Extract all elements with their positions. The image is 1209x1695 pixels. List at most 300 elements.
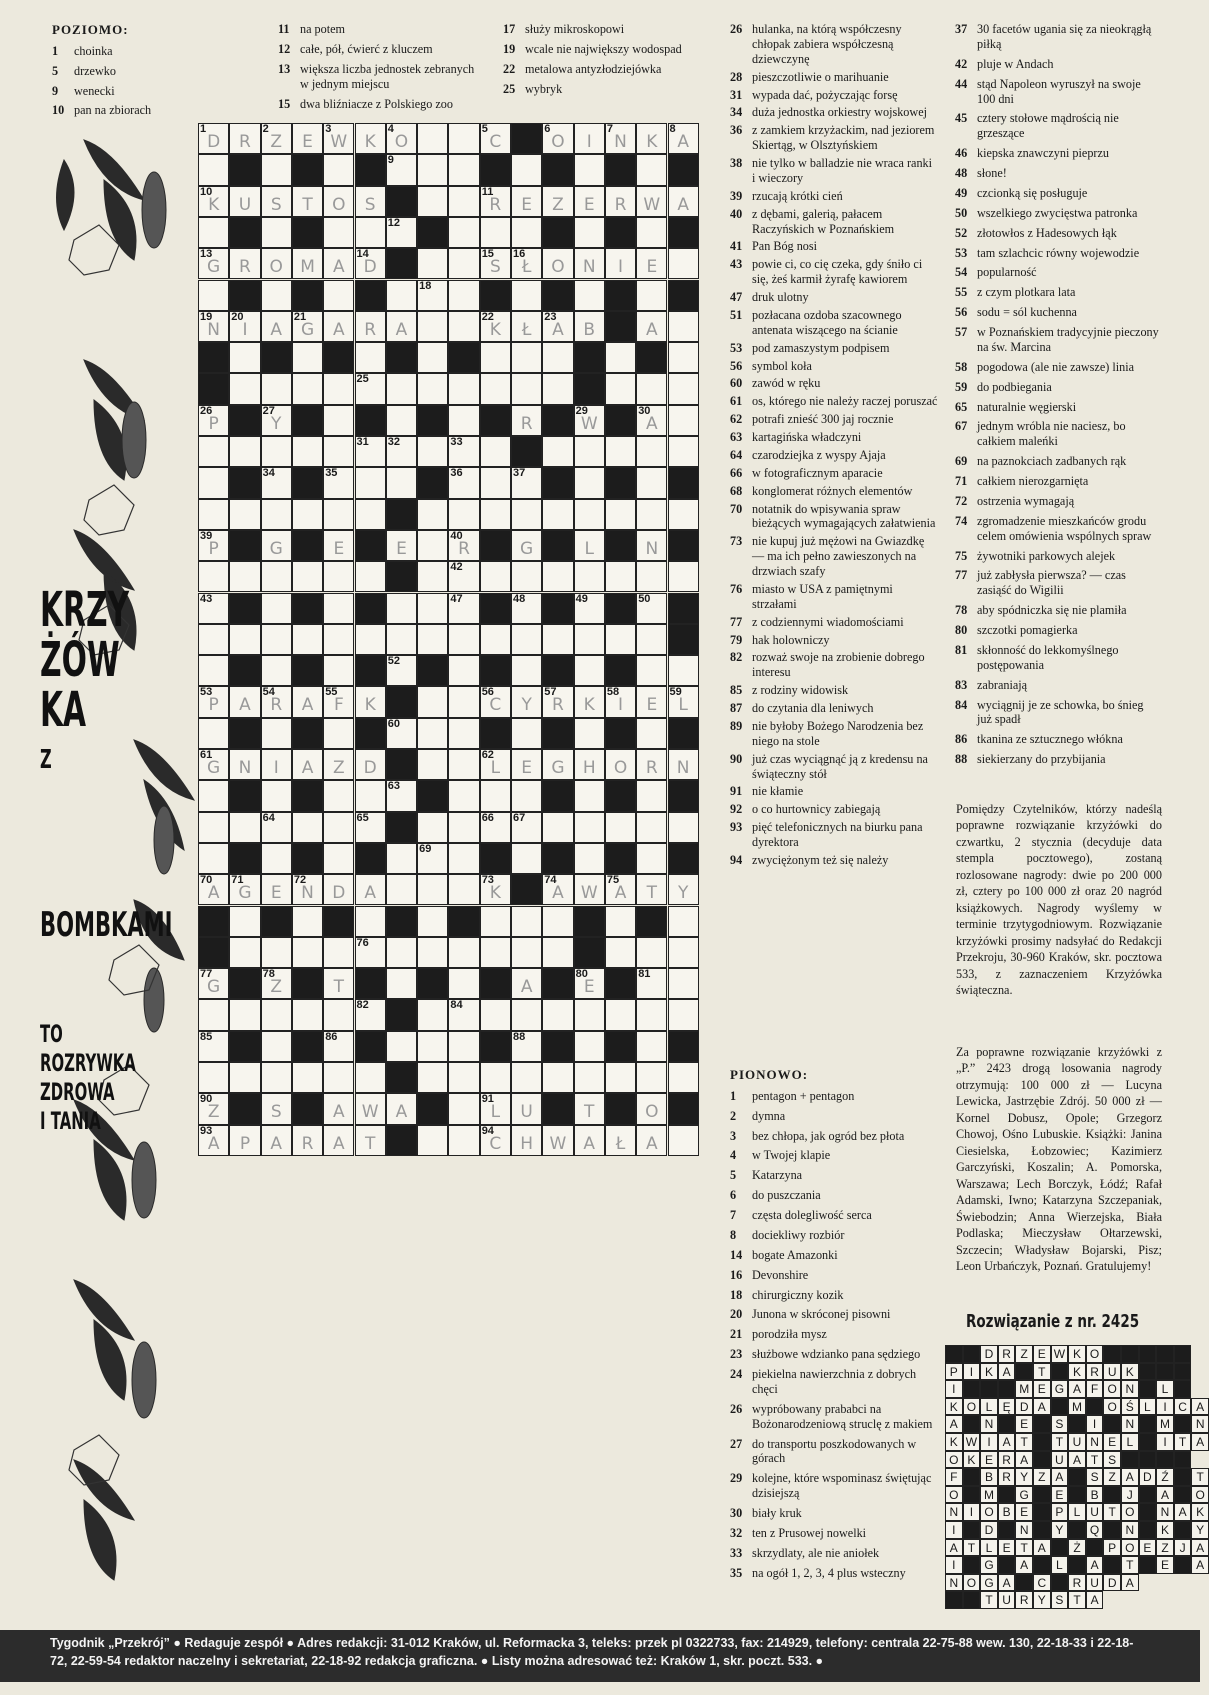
grid-cell[interactable] — [636, 1093, 667, 1124]
grid-cell[interactable] — [355, 812, 386, 843]
grid-cell[interactable] — [261, 686, 292, 717]
grid-cell[interactable] — [636, 999, 667, 1030]
grid-cell[interactable] — [668, 655, 699, 686]
grid-cell[interactable] — [636, 780, 667, 811]
grid-cell[interactable] — [605, 749, 636, 780]
grid-cell[interactable] — [292, 123, 323, 154]
grid-cell[interactable] — [323, 154, 354, 185]
grid-cell[interactable] — [355, 123, 386, 154]
grid-cell[interactable] — [323, 280, 354, 311]
grid-cell[interactable] — [542, 373, 573, 404]
grid-cell[interactable] — [386, 968, 417, 999]
grid-cell[interactable] — [417, 843, 448, 874]
grid-cell[interactable] — [198, 436, 229, 467]
grid-cell[interactable] — [323, 561, 354, 592]
grid-cell[interactable] — [448, 937, 479, 968]
grid-cell[interactable] — [448, 1125, 479, 1156]
grid-cell[interactable] — [636, 1062, 667, 1093]
grid-cell[interactable] — [323, 405, 354, 436]
grid-cell[interactable] — [198, 1125, 229, 1156]
grid-cell[interactable] — [574, 217, 605, 248]
grid-cell[interactable] — [386, 780, 417, 811]
grid-cell[interactable] — [480, 436, 511, 467]
grid-cell[interactable] — [355, 436, 386, 467]
grid-cell[interactable] — [417, 186, 448, 217]
grid-cell[interactable] — [261, 843, 292, 874]
grid-cell[interactable] — [417, 1125, 448, 1156]
grid-cell[interactable] — [417, 280, 448, 311]
grid-cell[interactable] — [323, 373, 354, 404]
grid-cell[interactable] — [668, 906, 699, 937]
grid-cell[interactable] — [198, 467, 229, 498]
grid-cell[interactable] — [636, 123, 667, 154]
grid-cell[interactable] — [355, 874, 386, 905]
grid-cell[interactable] — [417, 530, 448, 561]
grid-cell[interactable] — [386, 280, 417, 311]
grid-cell[interactable] — [386, 217, 417, 248]
grid-cell[interactable] — [511, 530, 542, 561]
grid-cell[interactable] — [448, 530, 479, 561]
grid-cell[interactable] — [668, 373, 699, 404]
grid-cell[interactable] — [480, 1125, 511, 1156]
grid-cell[interactable] — [448, 1062, 479, 1093]
grid-cell[interactable] — [511, 1125, 542, 1156]
grid-cell[interactable] — [292, 436, 323, 467]
grid-cell[interactable] — [668, 311, 699, 342]
grid-cell[interactable] — [448, 843, 479, 874]
grid-cell[interactable] — [480, 311, 511, 342]
grid-cell[interactable] — [448, 874, 479, 905]
grid-cell[interactable] — [574, 812, 605, 843]
grid-cell[interactable] — [386, 123, 417, 154]
grid-cell[interactable] — [448, 593, 479, 624]
grid-cell[interactable] — [636, 467, 667, 498]
grid-cell[interactable] — [574, 1093, 605, 1124]
grid-cell[interactable] — [511, 843, 542, 874]
grid-cell[interactable] — [229, 186, 260, 217]
grid-cell[interactable] — [668, 812, 699, 843]
grid-cell[interactable] — [636, 280, 667, 311]
grid-cell[interactable] — [355, 780, 386, 811]
grid-cell[interactable] — [261, 968, 292, 999]
grid-cell[interactable] — [229, 999, 260, 1030]
grid-cell[interactable] — [636, 373, 667, 404]
grid-cell[interactable] — [574, 999, 605, 1030]
grid-cell[interactable] — [355, 373, 386, 404]
grid-cell[interactable] — [261, 311, 292, 342]
grid-cell[interactable] — [292, 373, 323, 404]
grid-cell[interactable] — [605, 123, 636, 154]
grid-cell[interactable] — [229, 1125, 260, 1156]
grid-cell[interactable] — [417, 248, 448, 279]
grid-cell[interactable] — [292, 499, 323, 530]
grid-cell[interactable] — [323, 1093, 354, 1124]
grid-cell[interactable] — [480, 123, 511, 154]
grid-cell[interactable] — [448, 999, 479, 1030]
grid-cell[interactable] — [605, 874, 636, 905]
grid-cell[interactable] — [198, 812, 229, 843]
grid-cell[interactable] — [323, 123, 354, 154]
grid-cell[interactable] — [198, 561, 229, 592]
grid-cell[interactable] — [417, 906, 448, 937]
grid-cell[interactable] — [292, 749, 323, 780]
grid-cell[interactable] — [386, 467, 417, 498]
grid-cell[interactable] — [448, 968, 479, 999]
grid-cell[interactable] — [511, 342, 542, 373]
grid-cell[interactable] — [636, 499, 667, 530]
grid-cell[interactable] — [229, 248, 260, 279]
grid-cell[interactable] — [668, 405, 699, 436]
grid-cell[interactable] — [355, 624, 386, 655]
grid-cell[interactable] — [511, 561, 542, 592]
grid-cell[interactable] — [480, 686, 511, 717]
grid-cell[interactable] — [636, 186, 667, 217]
grid-cell[interactable] — [542, 937, 573, 968]
grid-cell[interactable] — [198, 686, 229, 717]
grid-cell[interactable] — [198, 186, 229, 217]
grid-cell[interactable] — [229, 686, 260, 717]
grid-cell[interactable] — [542, 1062, 573, 1093]
grid-cell[interactable] — [417, 436, 448, 467]
grid-cell[interactable] — [261, 280, 292, 311]
grid-cell[interactable] — [605, 937, 636, 968]
grid-cell[interactable] — [511, 499, 542, 530]
grid-cell[interactable] — [448, 373, 479, 404]
grid-cell[interactable] — [511, 937, 542, 968]
grid-cell[interactable] — [542, 342, 573, 373]
grid-cell[interactable] — [668, 686, 699, 717]
grid-cell[interactable] — [480, 624, 511, 655]
grid-cell[interactable] — [323, 968, 354, 999]
grid-cell[interactable] — [605, 342, 636, 373]
grid-cell[interactable] — [355, 217, 386, 248]
grid-cell[interactable] — [574, 123, 605, 154]
grid-cell[interactable] — [636, 749, 667, 780]
grid-cell[interactable] — [292, 906, 323, 937]
grid-cell[interactable] — [668, 749, 699, 780]
grid-cell[interactable] — [261, 499, 292, 530]
grid-cell[interactable] — [417, 718, 448, 749]
grid-cell[interactable] — [542, 999, 573, 1030]
grid-cell[interactable] — [448, 561, 479, 592]
grid-cell[interactable] — [355, 937, 386, 968]
grid-cell[interactable] — [229, 937, 260, 968]
grid-cell[interactable] — [417, 373, 448, 404]
grid-cell[interactable] — [574, 593, 605, 624]
grid-cell[interactable] — [668, 1125, 699, 1156]
grid-cell[interactable] — [448, 123, 479, 154]
grid-cell[interactable] — [636, 154, 667, 185]
grid-cell[interactable] — [511, 812, 542, 843]
grid-cell[interactable] — [636, 937, 667, 968]
grid-cell[interactable] — [417, 999, 448, 1030]
grid-cell[interactable] — [198, 248, 229, 279]
grid-cell[interactable] — [261, 624, 292, 655]
grid-cell[interactable] — [605, 373, 636, 404]
grid-cell[interactable] — [448, 780, 479, 811]
grid-cell[interactable] — [480, 874, 511, 905]
grid-cell[interactable] — [542, 311, 573, 342]
grid-cell[interactable] — [605, 999, 636, 1030]
grid-cell[interactable] — [448, 186, 479, 217]
grid-cell[interactable] — [323, 749, 354, 780]
grid-cell[interactable] — [198, 1031, 229, 1062]
grid-cell[interactable] — [511, 718, 542, 749]
grid-cell[interactable] — [605, 186, 636, 217]
grid-cell[interactable] — [511, 373, 542, 404]
grid-cell[interactable] — [292, 186, 323, 217]
grid-cell[interactable] — [636, 561, 667, 592]
grid-cell[interactable] — [574, 843, 605, 874]
grid-cell[interactable] — [261, 874, 292, 905]
grid-cell[interactable] — [355, 1062, 386, 1093]
grid-cell[interactable] — [511, 655, 542, 686]
grid-cell[interactable] — [542, 874, 573, 905]
grid-cell[interactable] — [292, 248, 323, 279]
grid-cell[interactable] — [355, 467, 386, 498]
grid-cell[interactable] — [292, 624, 323, 655]
grid-cell[interactable] — [386, 154, 417, 185]
grid-cell[interactable] — [542, 749, 573, 780]
grid-cell[interactable] — [417, 624, 448, 655]
grid-cell[interactable] — [323, 655, 354, 686]
grid-cell[interactable] — [355, 999, 386, 1030]
grid-cell[interactable] — [480, 937, 511, 968]
grid-cell[interactable] — [292, 686, 323, 717]
grid-cell[interactable] — [574, 874, 605, 905]
grid-cell[interactable] — [261, 1125, 292, 1156]
grid-cell[interactable] — [480, 467, 511, 498]
grid-cell[interactable] — [636, 624, 667, 655]
grid-cell[interactable] — [448, 467, 479, 498]
grid-cell[interactable] — [636, 686, 667, 717]
grid-cell[interactable] — [605, 561, 636, 592]
grid-cell[interactable] — [480, 1093, 511, 1124]
grid-cell[interactable] — [261, 1031, 292, 1062]
grid-cell[interactable] — [323, 999, 354, 1030]
grid-cell[interactable] — [636, 311, 667, 342]
grid-cell[interactable] — [574, 749, 605, 780]
grid-cell[interactable] — [261, 217, 292, 248]
grid-cell[interactable] — [261, 780, 292, 811]
grid-cell[interactable] — [198, 1093, 229, 1124]
grid-cell[interactable] — [417, 593, 448, 624]
grid-cell[interactable] — [355, 686, 386, 717]
grid-cell[interactable] — [417, 499, 448, 530]
grid-cell[interactable] — [511, 405, 542, 436]
grid-cell[interactable] — [636, 217, 667, 248]
grid-cell[interactable] — [480, 248, 511, 279]
grid-cell[interactable] — [198, 593, 229, 624]
grid-cell[interactable] — [386, 436, 417, 467]
grid-cell[interactable] — [229, 561, 260, 592]
grid-cell[interactable] — [511, 186, 542, 217]
grid-cell[interactable] — [511, 248, 542, 279]
grid-cell[interactable] — [480, 812, 511, 843]
grid-cell[interactable] — [261, 1093, 292, 1124]
grid-cell[interactable] — [386, 718, 417, 749]
grid-cell[interactable] — [574, 280, 605, 311]
grid-cell[interactable] — [668, 1062, 699, 1093]
grid-cell[interactable] — [448, 154, 479, 185]
grid-cell[interactable] — [636, 843, 667, 874]
grid-cell[interactable] — [386, 874, 417, 905]
grid-cell[interactable] — [511, 217, 542, 248]
grid-cell[interactable] — [198, 1062, 229, 1093]
grid-cell[interactable] — [386, 311, 417, 342]
grid-cell[interactable] — [323, 1125, 354, 1156]
grid-cell[interactable] — [668, 874, 699, 905]
grid-cell[interactable] — [668, 342, 699, 373]
grid-cell[interactable] — [261, 248, 292, 279]
grid-cell[interactable] — [198, 655, 229, 686]
grid-cell[interactable] — [605, 906, 636, 937]
grid-cell[interactable] — [480, 780, 511, 811]
grid-cell[interactable] — [574, 1062, 605, 1093]
grid-cell[interactable] — [636, 1125, 667, 1156]
grid-cell[interactable] — [323, 217, 354, 248]
grid-cell[interactable] — [198, 843, 229, 874]
grid-cell[interactable] — [198, 999, 229, 1030]
grid-cell[interactable] — [574, 686, 605, 717]
grid-cell[interactable] — [355, 499, 386, 530]
grid-cell[interactable] — [511, 311, 542, 342]
grid-cell[interactable] — [198, 968, 229, 999]
grid-cell[interactable] — [386, 843, 417, 874]
grid-cell[interactable] — [542, 123, 573, 154]
grid-cell[interactable] — [574, 780, 605, 811]
grid-cell[interactable] — [636, 655, 667, 686]
grid-cell[interactable] — [355, 1125, 386, 1156]
grid-cell[interactable] — [511, 280, 542, 311]
grid-cell[interactable] — [574, 1031, 605, 1062]
grid-cell[interactable] — [261, 749, 292, 780]
grid-cell[interactable] — [417, 342, 448, 373]
grid-cell[interactable] — [198, 499, 229, 530]
grid-cell[interactable] — [636, 812, 667, 843]
grid-cell[interactable] — [511, 1093, 542, 1124]
grid-cell[interactable] — [574, 624, 605, 655]
grid-cell[interactable] — [386, 530, 417, 561]
grid-cell[interactable] — [542, 686, 573, 717]
grid-cell[interactable] — [386, 373, 417, 404]
grid-cell[interactable] — [511, 624, 542, 655]
grid-cell[interactable] — [417, 123, 448, 154]
grid-cell[interactable] — [480, 999, 511, 1030]
grid-cell[interactable] — [229, 812, 260, 843]
grid-cell[interactable] — [323, 937, 354, 968]
grid-cell[interactable] — [636, 530, 667, 561]
grid-cell[interactable] — [448, 686, 479, 717]
grid-cell[interactable] — [198, 874, 229, 905]
grid-cell[interactable] — [480, 1062, 511, 1093]
grid-cell[interactable] — [292, 342, 323, 373]
grid-cell[interactable] — [448, 1031, 479, 1062]
grid-cell[interactable] — [323, 593, 354, 624]
grid-cell[interactable] — [417, 311, 448, 342]
grid-cell[interactable] — [323, 624, 354, 655]
grid-cell[interactable] — [355, 1093, 386, 1124]
grid-cell[interactable] — [386, 1031, 417, 1062]
grid-cell[interactable] — [323, 1031, 354, 1062]
grid-cell[interactable] — [448, 1093, 479, 1124]
grid-cell[interactable] — [323, 248, 354, 279]
grid-cell[interactable] — [292, 561, 323, 592]
grid-cell[interactable] — [574, 467, 605, 498]
grid-cell[interactable] — [480, 342, 511, 373]
grid-cell[interactable] — [261, 436, 292, 467]
grid-cell[interactable] — [417, 561, 448, 592]
grid-cell[interactable] — [386, 593, 417, 624]
grid-cell[interactable] — [261, 373, 292, 404]
grid-cell[interactable] — [261, 937, 292, 968]
grid-cell[interactable] — [292, 999, 323, 1030]
grid-cell[interactable] — [323, 780, 354, 811]
grid-cell[interactable] — [574, 405, 605, 436]
grid-cell[interactable] — [229, 436, 260, 467]
grid-cell[interactable] — [574, 499, 605, 530]
grid-cell[interactable] — [574, 248, 605, 279]
grid-cell[interactable] — [355, 248, 386, 279]
grid-cell[interactable] — [198, 123, 229, 154]
grid-cell[interactable] — [261, 1062, 292, 1093]
grid-cell[interactable] — [198, 718, 229, 749]
grid-cell[interactable] — [574, 436, 605, 467]
grid-cell[interactable] — [448, 655, 479, 686]
grid-cell[interactable] — [574, 186, 605, 217]
grid-cell[interactable] — [511, 1031, 542, 1062]
grid-cell[interactable] — [668, 186, 699, 217]
grid-cell[interactable] — [448, 499, 479, 530]
grid-cell[interactable] — [355, 561, 386, 592]
grid-cell[interactable] — [605, 1062, 636, 1093]
grid-cell[interactable] — [261, 123, 292, 154]
grid-cell[interactable] — [448, 718, 479, 749]
grid-cell[interactable] — [636, 1031, 667, 1062]
grid-cell[interactable] — [511, 467, 542, 498]
grid-cell[interactable] — [605, 499, 636, 530]
grid-cell[interactable] — [448, 280, 479, 311]
grid-cell[interactable] — [542, 812, 573, 843]
grid-cell[interactable] — [636, 436, 667, 467]
grid-cell[interactable] — [355, 749, 386, 780]
grid-cell[interactable] — [668, 436, 699, 467]
grid-cell[interactable] — [261, 154, 292, 185]
grid-cell[interactable] — [636, 405, 667, 436]
grid-cell[interactable] — [605, 248, 636, 279]
grid-cell[interactable] — [511, 999, 542, 1030]
grid-cell[interactable] — [229, 311, 260, 342]
grid-cell[interactable] — [636, 718, 667, 749]
grid-cell[interactable] — [448, 248, 479, 279]
grid-cell[interactable] — [574, 655, 605, 686]
grid-cell[interactable] — [480, 217, 511, 248]
grid-cell[interactable] — [417, 812, 448, 843]
grid-cell[interactable] — [574, 561, 605, 592]
grid-cell[interactable] — [448, 405, 479, 436]
grid-cell[interactable] — [229, 1062, 260, 1093]
grid-cell[interactable] — [198, 154, 229, 185]
grid-cell[interactable] — [417, 686, 448, 717]
grid-cell[interactable] — [198, 749, 229, 780]
grid-cell[interactable] — [417, 1062, 448, 1093]
grid-cell[interactable] — [229, 624, 260, 655]
grid-cell[interactable] — [292, 1062, 323, 1093]
grid-cell[interactable] — [448, 311, 479, 342]
grid-cell[interactable] — [386, 655, 417, 686]
grid-cell[interactable] — [511, 749, 542, 780]
grid-cell[interactable] — [668, 123, 699, 154]
